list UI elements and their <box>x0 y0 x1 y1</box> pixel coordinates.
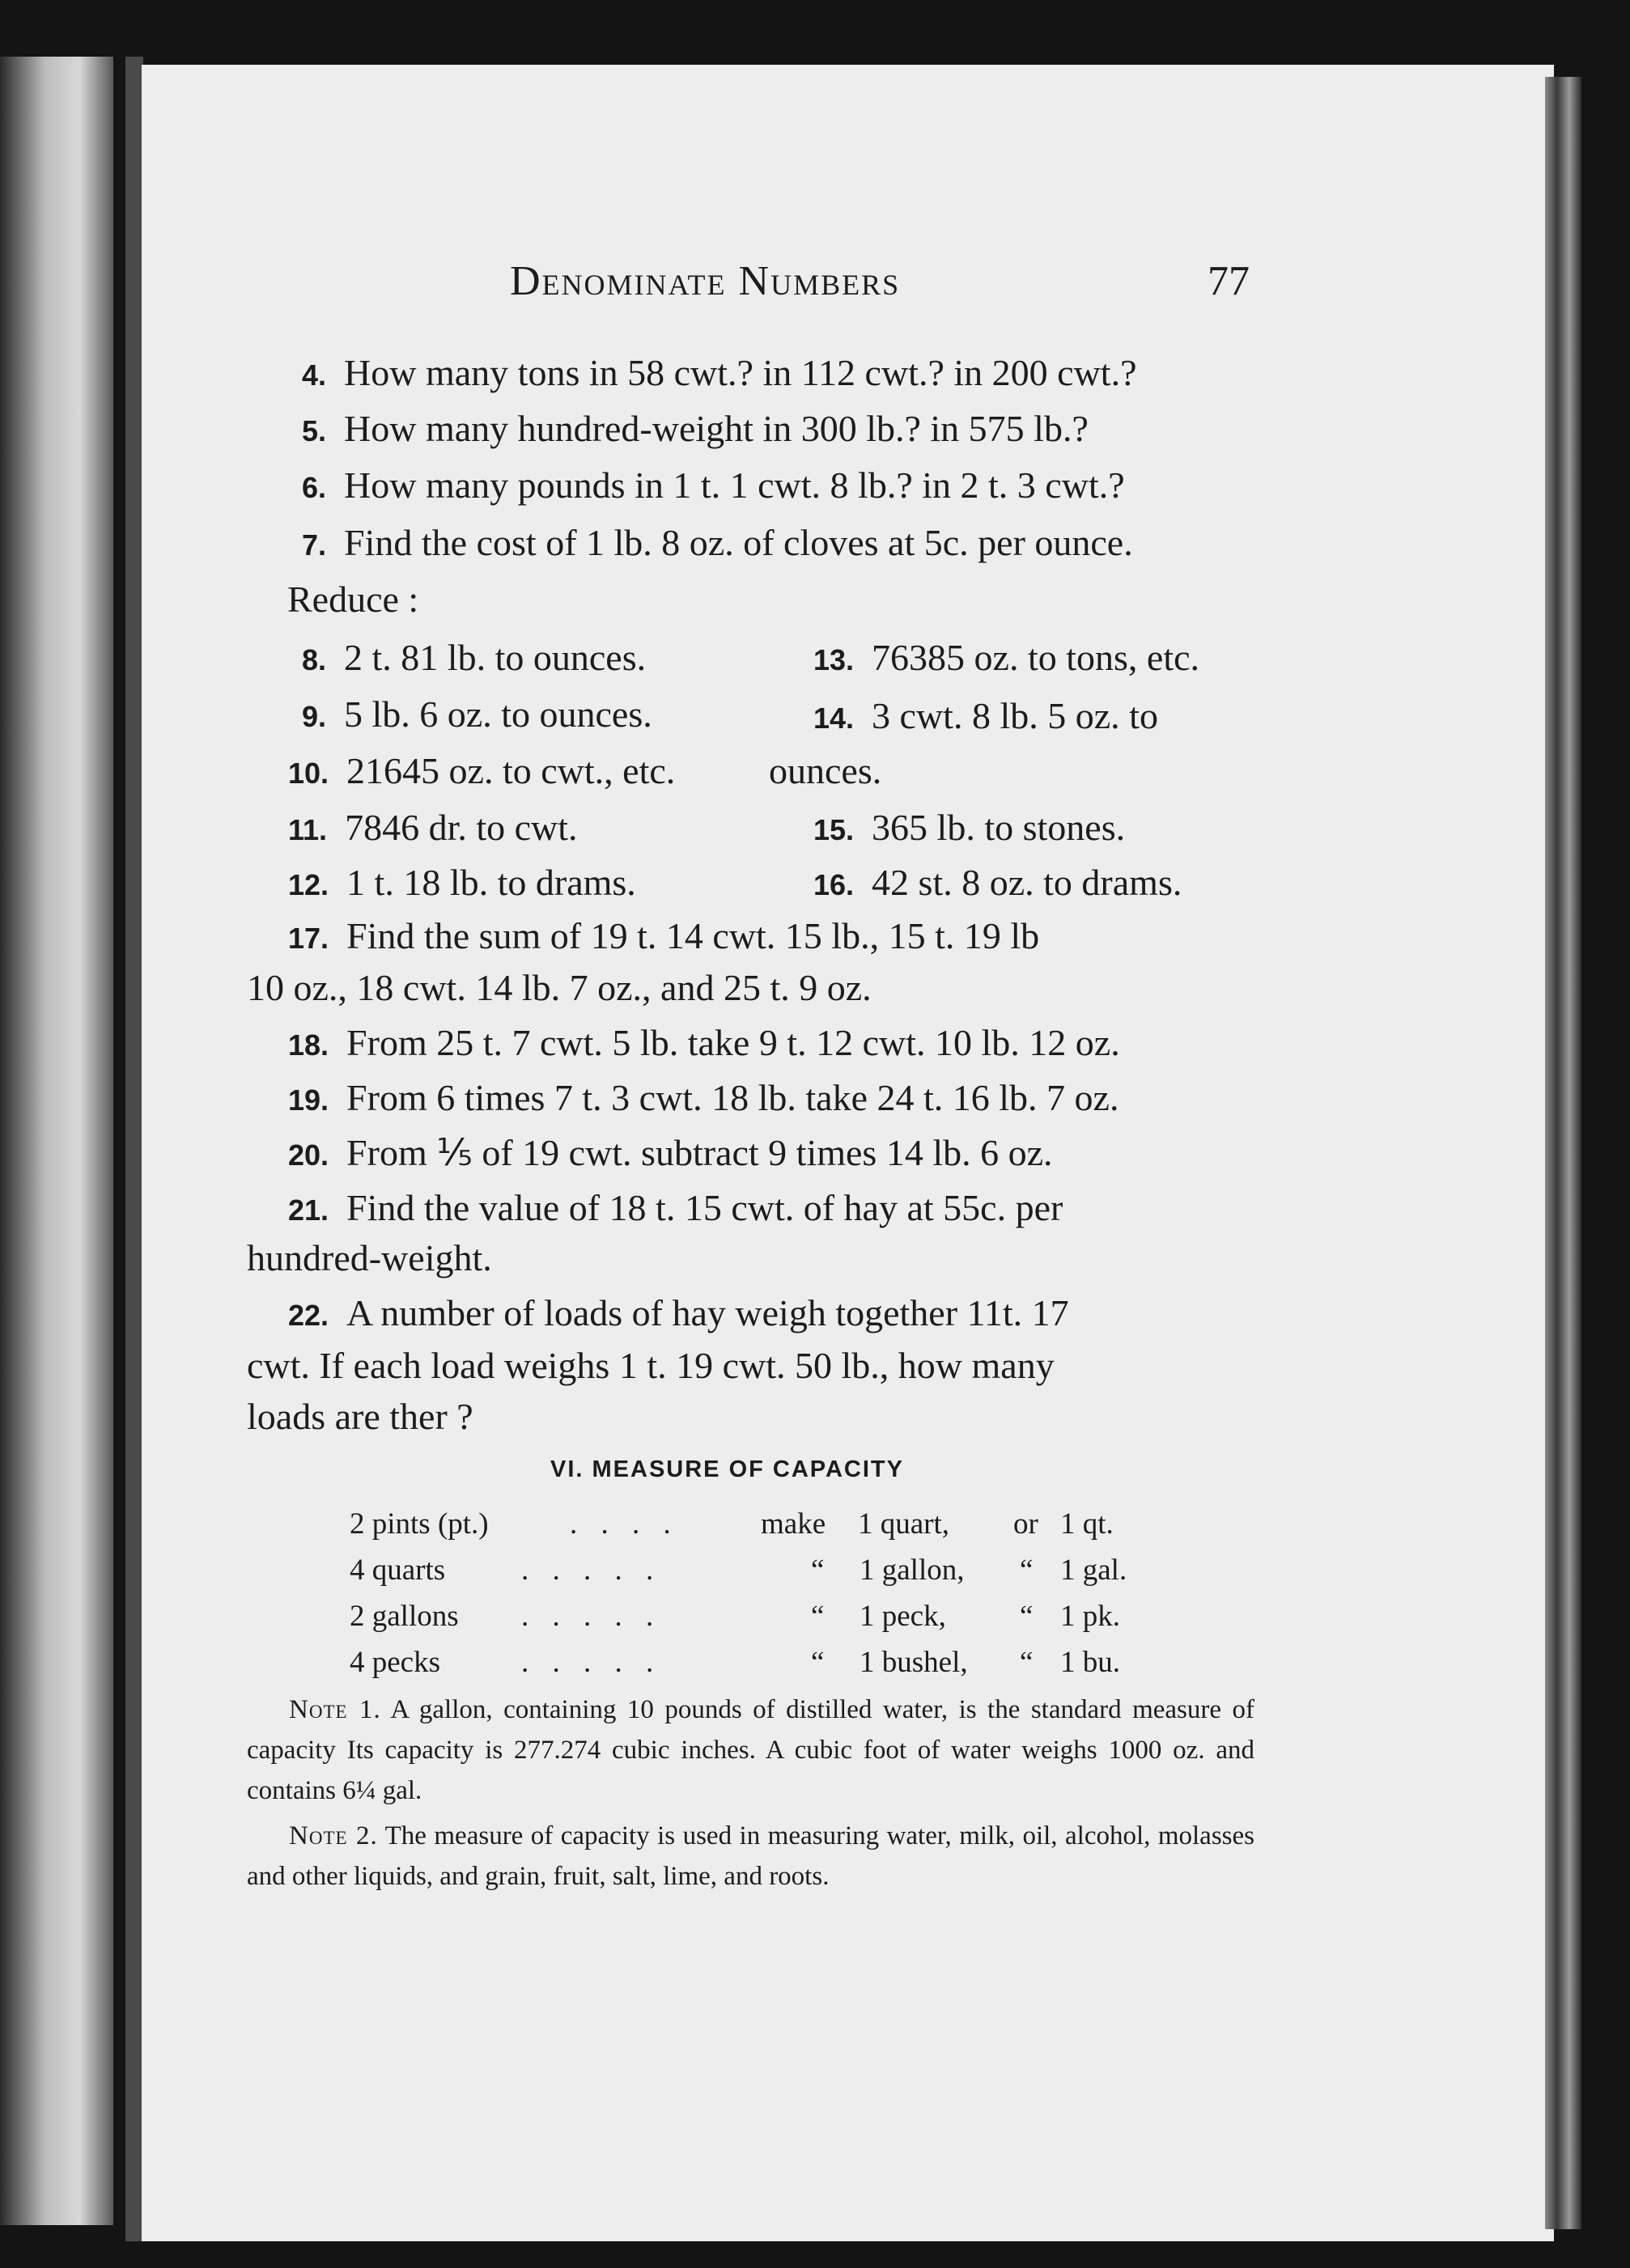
table-cell-abbreviation: 1 bu. <box>1060 1646 1120 1679</box>
exercise-number: 11. <box>288 813 328 846</box>
exercise-text: Find the sum of 19 t. 14 cwt. 15 lb., 15 t. 19 lb <box>346 915 1040 956</box>
table-cell-quantity: 2 gallons <box>350 1600 459 1633</box>
table-row <box>350 1553 1240 1599</box>
exercise-18 <box>288 1024 1120 1062</box>
exercise-text: From 25 t. 7 cwt. 5 lb. take 9 t. 12 cwt. 10 lb. 12 oz. <box>346 1022 1120 1063</box>
exercise-19 <box>288 1079 1119 1117</box>
exercise-10 <box>288 752 675 790</box>
exercise-11 <box>288 809 578 846</box>
page-number: 77 <box>1208 258 1250 304</box>
exercise-12 <box>288 864 636 901</box>
exercise-text: How many tons in 58 cwt.? in 112 cwt.? in 200 cwt.? <box>344 352 1137 393</box>
exercise-text: 3 cwt. 8 lb. 5 oz. to <box>872 695 1158 736</box>
exercise-20 <box>288 1134 1053 1172</box>
exercise-number: 13. <box>813 643 855 676</box>
note-label: Note 2. <box>289 1821 378 1850</box>
section-heading: VI. MEASURE OF CAPACITY <box>550 1456 904 1482</box>
left-page-edge <box>0 57 113 2225</box>
table-cell-abbreviation: 1 gal. <box>1060 1554 1127 1587</box>
note-1 <box>247 1689 1254 1811</box>
table-row <box>350 1507 1240 1553</box>
table-cell-ditto: “ <box>811 1646 825 1679</box>
exercise-text: 2 t. 81 lb. to ounces. <box>344 637 647 678</box>
exercise-text: From ⅕ of 19 cwt. subtract 9 times 14 lb. 6 oz. <box>346 1132 1053 1173</box>
exercise-text: 365 lb. to stones. <box>872 807 1126 848</box>
exercise-number: 21. <box>288 1193 329 1227</box>
exercise-14 <box>813 697 1158 735</box>
table-cell-equivalent: 1 quart, <box>858 1507 950 1541</box>
exercise-text: 76385 oz. to tons, etc. <box>872 637 1200 678</box>
exercise-number: 10. <box>288 757 329 790</box>
table-cell-equivalent: 1 gallon, <box>860 1554 965 1587</box>
exercise-text: 1 t. 18 lb. to drams. <box>346 862 636 903</box>
exercise-number: 20. <box>288 1138 329 1172</box>
exercise-6 <box>302 464 1125 506</box>
exercise-number: 12. <box>288 868 329 901</box>
table-cell-quantity: 4 pecks <box>350 1646 440 1679</box>
note-text: The measure of capacity is used in measuring water, milk, oil, alcohol, molasses and other liquids, and grain, fruit, salt, lime, and roots. <box>247 1821 1254 1891</box>
exercise-17-continued: 10 oz., 18 cwt. 14 lb. 7 oz., and 25 t. 9 oz. <box>247 967 872 1008</box>
exercise-text: ounces. <box>769 750 882 791</box>
page-stack-edge <box>1545 77 1581 2229</box>
table-cell-verb: make <box>761 1507 826 1541</box>
table-cell-ditto: “ <box>1020 1600 1034 1633</box>
table-cell-abbreviation: 1 pk. <box>1060 1600 1120 1633</box>
exercise-number: 4. <box>302 358 327 392</box>
table-cell-leader: . . . . . <box>521 1646 662 1679</box>
exercise-text: 7846 dr. to cwt. <box>345 807 578 848</box>
exercise-text: How many pounds in 1 t. 1 cwt. 8 lb.? in 2 t. 3 cwt.? <box>344 464 1125 506</box>
table-cell-ditto: “ <box>1020 1646 1034 1679</box>
exercise-9 <box>302 693 652 735</box>
reduce-label: Reduce : <box>287 579 419 620</box>
exercise-text: Find the value of 18 t. 15 cwt. of hay at 55c. per <box>346 1187 1063 1228</box>
exercise-22-continued: loads are ther ? <box>247 1396 473 1437</box>
table-cell-leader: . . . . <box>570 1507 679 1541</box>
exercise-text: From 6 times 7 t. 3 cwt. 18 lb. take 24 t. 16 lb. 7 oz. <box>346 1077 1119 1118</box>
exercise-21-continued: hundred-weight. <box>247 1237 492 1278</box>
table-cell-equivalent: 1 bushel, <box>860 1646 968 1679</box>
capacity-table <box>350 1507 1240 1691</box>
table-cell-leader: . . . . . <box>521 1554 662 1587</box>
exercise-text: Find the cost of 1 lb. 8 oz. of cloves at 5c. per ounce. <box>344 522 1133 563</box>
exercise-4 <box>302 354 1137 392</box>
exercise-13 <box>813 639 1199 676</box>
table-cell-ditto: “ <box>811 1554 825 1587</box>
exercise-number: 16. <box>813 868 855 901</box>
exercise-text: A number of loads of hay weigh together 11t. 17 <box>346 1292 1069 1333</box>
exercise-number: 5. <box>302 414 327 447</box>
table-cell-abbreviation: 1 qt. <box>1060 1507 1114 1541</box>
table-cell-ditto: “ <box>811 1600 825 1633</box>
exercise-number: 7. <box>302 528 327 562</box>
table-cell-equivalent: 1 peck, <box>860 1600 946 1633</box>
exercise-number: 8. <box>302 643 327 676</box>
note-2 <box>247 1816 1254 1897</box>
exercise-7 <box>302 524 1133 562</box>
table-row <box>350 1645 1240 1691</box>
exercise-number: 15. <box>813 813 855 846</box>
exercise-22-continued: cwt. If each load weighs 1 t. 19 cwt. 50 lb., how many <box>247 1345 1055 1386</box>
table-cell-ditto: “ <box>1020 1554 1034 1587</box>
exercise-8 <box>302 639 646 676</box>
exercise-number: 9. <box>302 700 327 733</box>
table-cell-or: or <box>1013 1507 1038 1541</box>
exercise-text: 5 lb. 6 oz. to ounces. <box>344 693 652 735</box>
exercise-number: 6. <box>302 471 327 504</box>
exercise-21 <box>288 1189 1063 1227</box>
book-gutter <box>125 57 143 2241</box>
exercise-number: 19. <box>288 1083 329 1117</box>
exercise-22 <box>288 1292 1069 1333</box>
table-cell-quantity: 2 pints (pt.) <box>350 1507 489 1541</box>
table-cell-leader: . . . . . <box>521 1600 662 1633</box>
exercise-number: 17. <box>288 922 329 955</box>
exercise-text: 21645 oz. to cwt., etc. <box>346 750 676 791</box>
exercise-16 <box>813 864 1182 901</box>
exercise-17 <box>288 915 1040 956</box>
exercise-15 <box>813 809 1125 846</box>
exercise-number: 18. <box>288 1028 329 1062</box>
exercise-5 <box>302 410 1089 447</box>
running-head: Denominate Numbers <box>510 258 901 304</box>
exercise-number: 14. <box>813 702 855 735</box>
table-cell-quantity: 4 quarts <box>350 1554 446 1587</box>
note-text: A gallon, containing 10 pounds of distilled water, is the standard measure of capacity Its capacity is 277.274 cubic inches. A cubic foot of water weighs 1000 oz. and contains 6¼ gal. <box>247 1695 1254 1805</box>
exercise-text: How many hundred-weight in 300 lb.? in 575 lb.? <box>344 408 1089 449</box>
note-label: Note 1. <box>289 1695 381 1724</box>
exercise-text: 42 st. 8 oz. to drams. <box>872 862 1182 903</box>
exercise-number: 22. <box>288 1299 329 1332</box>
table-row <box>350 1599 1240 1645</box>
exercise-14-continued <box>769 752 881 790</box>
